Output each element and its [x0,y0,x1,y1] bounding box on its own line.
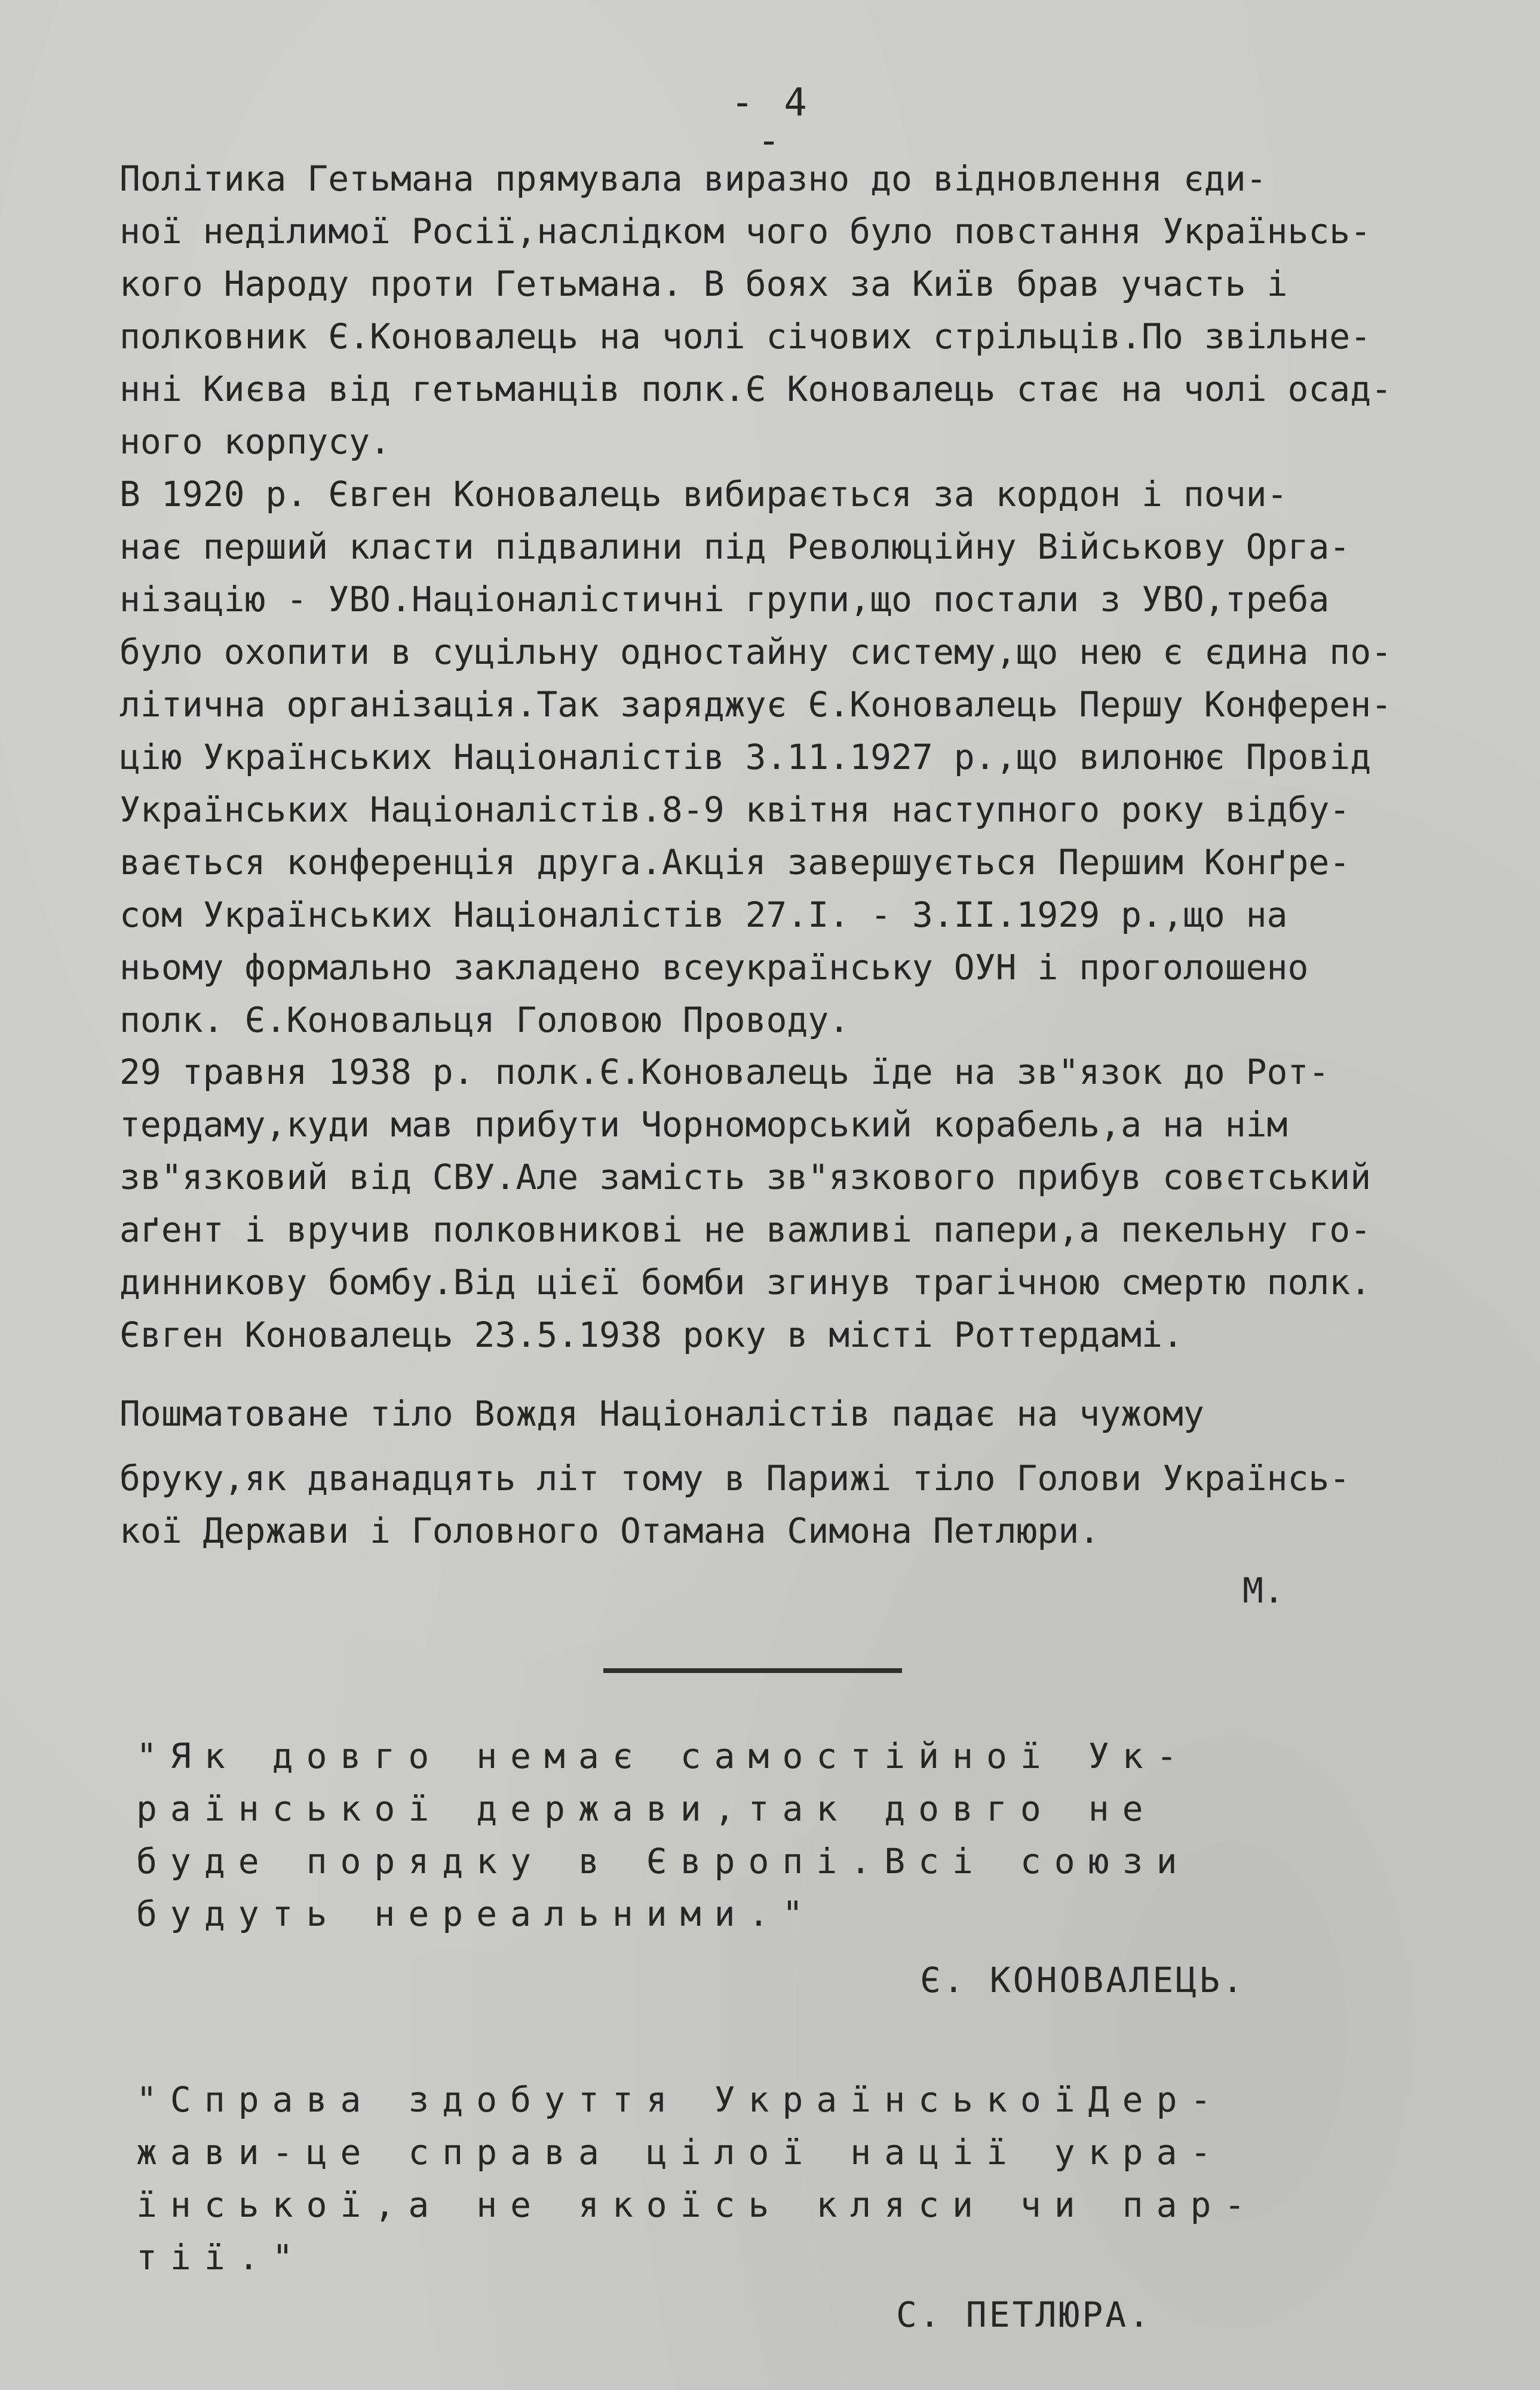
paragraph-1938 [119,1046,1434,1361]
text-line: аґент і вручив полковникові не важливі папери,а пекельну го- [119,1209,1372,1250]
text-line: ного корпусу. [119,421,391,462]
text-line: кого Народу проти Гетьмана. В боях за Київ брав участь і [119,263,1288,304]
text-line: ної неділимої Росії,наслідком чого було повстання Україньсь- [119,211,1372,252]
text-line: цію Українських Націоналістів 3.11.1927 р.,що вилонює Провід [119,737,1372,777]
page-number: - 4 - [731,81,811,163]
text-line: динникову бомбу.Від цієї бомби згинув трагічною смертю полк. [119,1262,1372,1303]
quote-line: будуть нереальними." [136,1893,817,1934]
paragraph-petliura [119,1387,1434,1557]
quote-line: "Справа здобуття УкраїнськоїДер- [136,2079,1225,2120]
paragraph-hetman [119,152,1434,468]
divider-rule [603,1668,902,1673]
quote-line: буде порядку в Європі.Всі союзи [136,1841,1191,1882]
quote-line: тії." [136,2237,306,2278]
text-line: 29 травня 1938 р. полк.Є.Коновалець їде на зв"язок до Рот- [119,1052,1330,1092]
text-line: зв"язковий від СВУ.Але замість зв"язкового прибув совєтський [119,1157,1372,1197]
quote-author-petliura: С. ПЕТЛЮРА. [896,2294,1152,2335]
text-line: сом Українських Націоналістів 27.I. - 3.II.1929 р.,що на [119,894,1288,935]
text-line: тердаму,куди мав прибути Чорноморський корабель,а на нім [119,1104,1288,1145]
quote-konovalets [136,1730,1450,1940]
text-line: Пошматоване тіло Вождя Націоналістів падає на чужому [119,1393,1204,1434]
text-line: літична організація.Так заряджує Є.Коновалець Першу Конферен- [119,684,1392,725]
text-line: Українських Націоналістів.8-9 квітня наступного року відбу- [119,789,1351,830]
text-line: нні Києва від гетьманців полк.Є Коновалець стає на чолі осад- [119,369,1392,409]
quote-line: "Як довго немає самостійної Ук- [136,1736,1191,1776]
quote-line: раїнської держави,так довго не [136,1788,1156,1829]
text-line: було охопити в суцільну одностайну систему,що нею є єдина по- [119,632,1392,672]
text-line: В 1920 р. Євген Коновалець вибирається за кордон і почи- [119,474,1288,514]
quote-author-konovalets: Є. КОНОВАЛЕЦЬ. [920,1960,1246,2000]
signature-m: М. [1243,1570,1284,1611]
paragraph-1920 [119,468,1434,1046]
text-line: бруку,як дванадцять літ тому в Парижі тіло Голови Українсь- [119,1458,1351,1499]
text-line: кої Держави і Головного Отамана Симона Петлюри. [119,1510,1100,1551]
text-line: вається конференція друга.Акція завершується Першим Конґре- [119,842,1351,883]
quote-line: їнської,а не якоїсь кляси чи пар- [136,2184,1259,2225]
text-line: нізацію - УВО.Націоналістичні групи,що постали з УВО,треба [119,579,1330,620]
text-line: нає перший класти підвалини під Революційну Військову Орга- [119,526,1351,567]
quote-petliura [136,2073,1450,2284]
text-line: Євген Коновалець 23.5.1938 року в місті Роттердамі. [119,1314,1183,1355]
text-line: ньому формально закладено всеукраїнську ОУН і проголошено [119,947,1309,988]
text-line: полковник Є.Коновалець на чолі січових стрільців.По звільне- [119,316,1372,357]
text-line: Політика Гетьмана прямувала виразно до відновлення єди- [119,158,1267,199]
text-line: полк. Є.Коновальця Головою Проводу. [119,1000,850,1040]
quote-line: жави-це справа цілої нації укра- [136,2132,1225,2173]
